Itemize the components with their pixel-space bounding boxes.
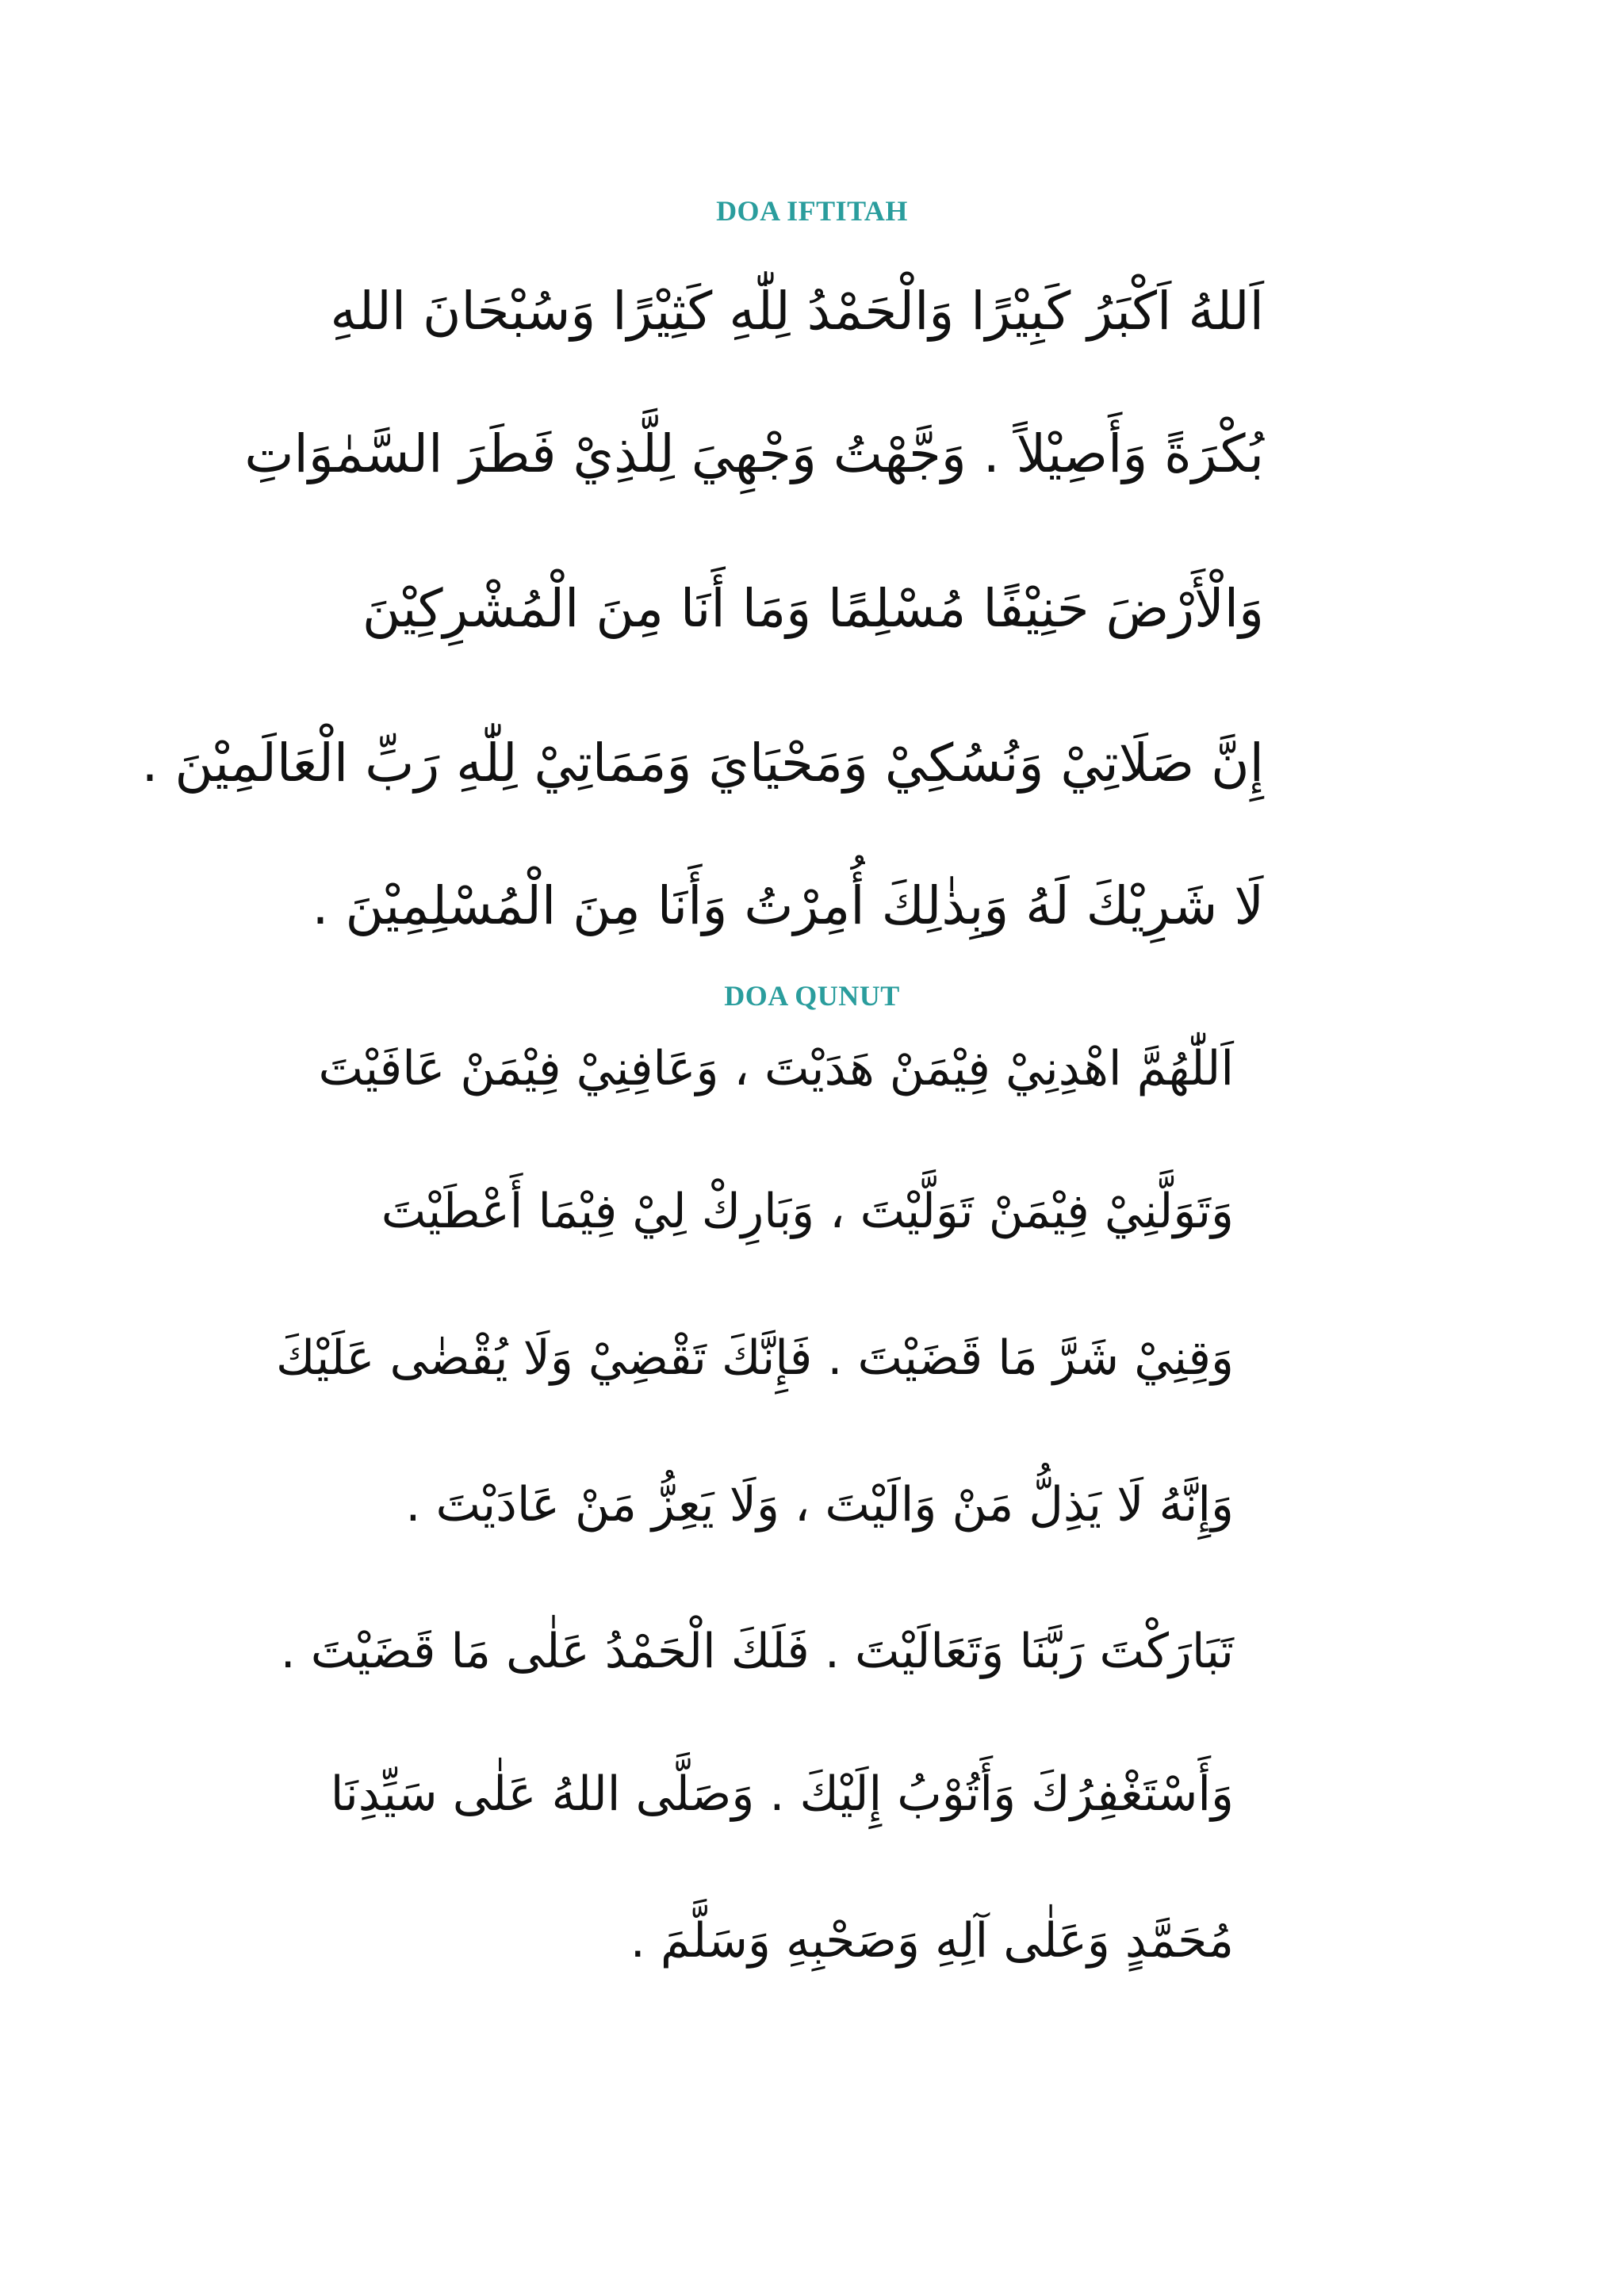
doa-iftitah-line-2: بُكْرَةً وَأَصِيْلاً . وَجَّهْتُ وَجْهِيَ لِلَّذِيْ فَطَرَ السَّمٰوَاتِ <box>244 423 1264 484</box>
doa-iftitah-line-3: وَالْأَرْضَ حَنِيْفًا مُسْلِمًا وَمَا أَنَا مِنَ الْمُشْرِكِيْنَ <box>362 578 1264 639</box>
doa-iftitah-line-4: إِنَّ صَلَاتِيْ وَنُسُكِيْ وَمَحْيَايَ وَمَمَاتِيْ لِلّٰهِ رَبِّ الْعَالَمِيْنَ . <box>141 733 1264 794</box>
doa-qunut-line-1: اَللّٰهُمَّ اهْدِنِيْ فِيْمَنْ هَدَيْتَ ، وَعَافِنِيْ فِيْمَنْ عَافَيْتَ <box>318 1041 1234 1096</box>
doa-qunut-line-7: مُحَمَّدٍ وَعَلٰى آلِهِ وَصَحْبِهِ وَسَلَّمَ . <box>630 1913 1234 1969</box>
doa-iftitah-heading: DOA IFTITAH <box>716 195 908 227</box>
doa-iftitah-line-5: لَا شَرِيْكَ لَهُ وَبِذٰلِكَ أُمِرْتُ وَأَنَا مِنَ الْمُسْلِمِيْنَ . <box>312 875 1264 936</box>
doa-qunut-line-6: وَأَسْتَغْفِرُكَ وَأَتُوْبُ إِلَيْكَ . وَصَلَّى اللهُ عَلٰى سَيِّدِنَا <box>330 1766 1234 1822</box>
doa-qunut-line-3: وَقِنِيْ شَرَّ مَا قَضَيْتَ . فَإِنَّكَ تَقْضِيْ وَلَا يُقْضٰى عَلَيْكَ <box>276 1330 1234 1386</box>
doa-qunut-line-4: وَإِنَّهُ لَا يَذِلُّ مَنْ وَالَيْتَ ، وَلَا يَعِزُّ مَنْ عَادَيْتَ . <box>405 1477 1234 1533</box>
doa-qunut-line-5: تَبَارَكْتَ رَبَّنَا وَتَعَالَيْتَ . فَلَكَ الْحَمْدُ عَلٰى مَا قَضَيْتَ . <box>280 1624 1234 1679</box>
doa-qunut-heading: DOA QUNUT <box>724 980 900 1012</box>
doa-qunut-line-2: وَتَوَلَّنِيْ فِيْمَنْ تَوَلَّيْتَ ، وَبَارِكْ لِيْ فِيْمَا أَعْطَيْتَ <box>381 1184 1234 1239</box>
doa-iftitah-line-1: اَللهُ اَكْبَرُ كَبِيْرًا وَالْحَمْدُ لِلّٰهِ كَثِيْرًا وَسُبْحَانَ اللهِ <box>330 281 1264 342</box>
